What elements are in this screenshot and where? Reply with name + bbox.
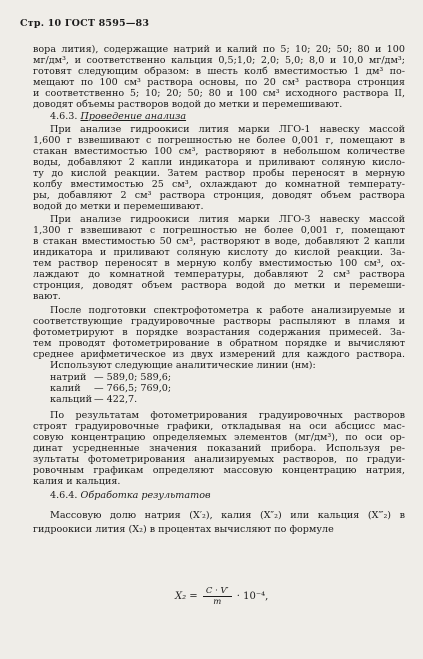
text-line: тем раствор переносят в мерную колбу вместимостью 100 см³, ох- — [33, 258, 405, 269]
formula-rhs: · 10⁻⁴, — [236, 591, 269, 602]
text-line: 1,300 г взвешивают с погрешностью не более 0,001 г, помещают — [33, 225, 405, 236]
wavelengths: — 766,5; 769,0; — [94, 383, 172, 394]
text-line: готовят следующим образом: в шесть колб вместимостью 1 дм³ по- — [33, 66, 405, 77]
text-line: в стакан вместимостью 50 см³, растворяют в воде, добавляют 2 капли — [33, 236, 405, 247]
text-line: гидроокиси лития (X₂) в процентах вычисляют по формуле — [33, 524, 334, 535]
formula-fraction — [203, 586, 232, 607]
text-line: мещают по 100 см³ раствора основы, по 20 см³ раствора стронция — [33, 77, 405, 88]
text-line: 1,600 г взвешивают с погрешностью не более 0,001 г, помещают в — [33, 135, 405, 146]
section-title: Обработка результатов — [80, 490, 211, 501]
wavelengths: — 589,0; 589,6; — [94, 372, 172, 383]
wavelengths: — 422,7. — [94, 394, 138, 405]
text-line: динат усредненные значения показаний прибора. Используя ре- — [33, 443, 405, 454]
text-line: После подготовки спектрофотометра к работе анализируемые и — [50, 305, 405, 316]
text-line: индикатора и приливают соляную кислоту до кислой реакции. За- — [33, 247, 405, 258]
text-line: мг/дм³, и соответственно кальция 0,5;1,0; 2,0; 5,0; 8,0 и 10,0 мг/дм³; — [33, 55, 405, 66]
spectral-line-row — [50, 383, 171, 394]
text-line: водой до метки и перемешивают. — [33, 201, 204, 212]
text-line: среднее арифметическое из двух измерений для каждого раствора. — [33, 349, 405, 360]
page-header: Стр. 10 ГОСТ 8595—83 — [20, 18, 150, 29]
text-line: вора лития), содержащие натрий и калий по 5; 10; 20; 50; 80 и 100 — [33, 44, 405, 55]
section-number: 4.6.3. — [50, 111, 78, 122]
section-heading-4-6-3 — [50, 111, 186, 122]
text-line: ровочным графикам определяют массовую концентрацию натрия, — [33, 465, 405, 476]
text-line: Используют следующие аналитические линии (нм): — [50, 360, 316, 371]
section-heading-4-6-4 — [50, 490, 211, 501]
element-name: калий — [50, 383, 81, 394]
text-line: колбу вместимостью 25 см³, охлаждают до комнатной температу- — [33, 179, 405, 190]
text-line: ту до кислой реакции. Затем раствор пробы переносят в мерную — [33, 168, 405, 179]
text-line: и соответственно 5; 10; 20; 50; 80 и 100 см³ исходного раствора II, — [33, 88, 405, 99]
section-title: Проведение анализа — [80, 111, 187, 122]
formula-lhs: X₂ = — [175, 591, 198, 602]
text-line: По результатам фотометрирования градуировочных растворов — [50, 410, 405, 421]
text-line: тем проводят фотометрирование в обратном порядке и вычисляют — [33, 338, 405, 349]
formula-denominator: m — [213, 597, 222, 607]
text-line: фотометрируют в порядке возрастания содержания примесей. За- — [33, 327, 405, 338]
text-line: При анализе гидроокиси лития марки ЛГО-3 навеску массой — [50, 214, 405, 225]
text-line: Массовую долю натрия (X′₂), калия (X″₂) или кальция (X‴₂) в — [50, 510, 405, 521]
text-line: стронция, доводят объем раствора водой до метки и перемеши- — [33, 280, 405, 291]
text-line: соответствующие градуировочные растворы распыляют в пламя и — [33, 316, 405, 327]
text-line: стакан вместимостью 100 см³, растворяют в небольшом количестве — [33, 146, 405, 157]
text-line: калия и кальция. — [33, 476, 121, 487]
formula — [175, 586, 268, 607]
spectral-line-row — [50, 372, 171, 383]
spectral-line-row — [50, 394, 137, 405]
text-line: лаждают до комнатной температуры, добавляют 2 см³ раствора — [33, 269, 405, 280]
formula-numerator: C · V′ — [203, 586, 232, 597]
text-line: ры, добавляют 2 см³ раствора стронция, доводят объем раствора — [33, 190, 405, 201]
text-line: зультаты фотометрирования анализируемых растворов, по градуи- — [33, 454, 405, 465]
section-number: 4.6.4. — [50, 490, 78, 501]
text-line: строят градуировочные графики, откладывая на оси абсцисс мас- — [33, 421, 405, 432]
text-line: При анализе гидроокиси лития марки ЛГО-1 навеску массой — [50, 124, 405, 135]
text-line: совую концентрацию определяемых элементов (мг/дм³), по оси ор- — [33, 432, 405, 443]
element-name: кальций — [50, 394, 92, 405]
text-line: вают. — [33, 291, 61, 302]
element-name: натрий — [50, 372, 87, 383]
text-line: воды, добавляют 2 капли индикатора и приливают соляную кисло- — [33, 157, 405, 168]
text-line: доводят объемы растворов водой до метки и перемешивают. — [33, 99, 343, 110]
